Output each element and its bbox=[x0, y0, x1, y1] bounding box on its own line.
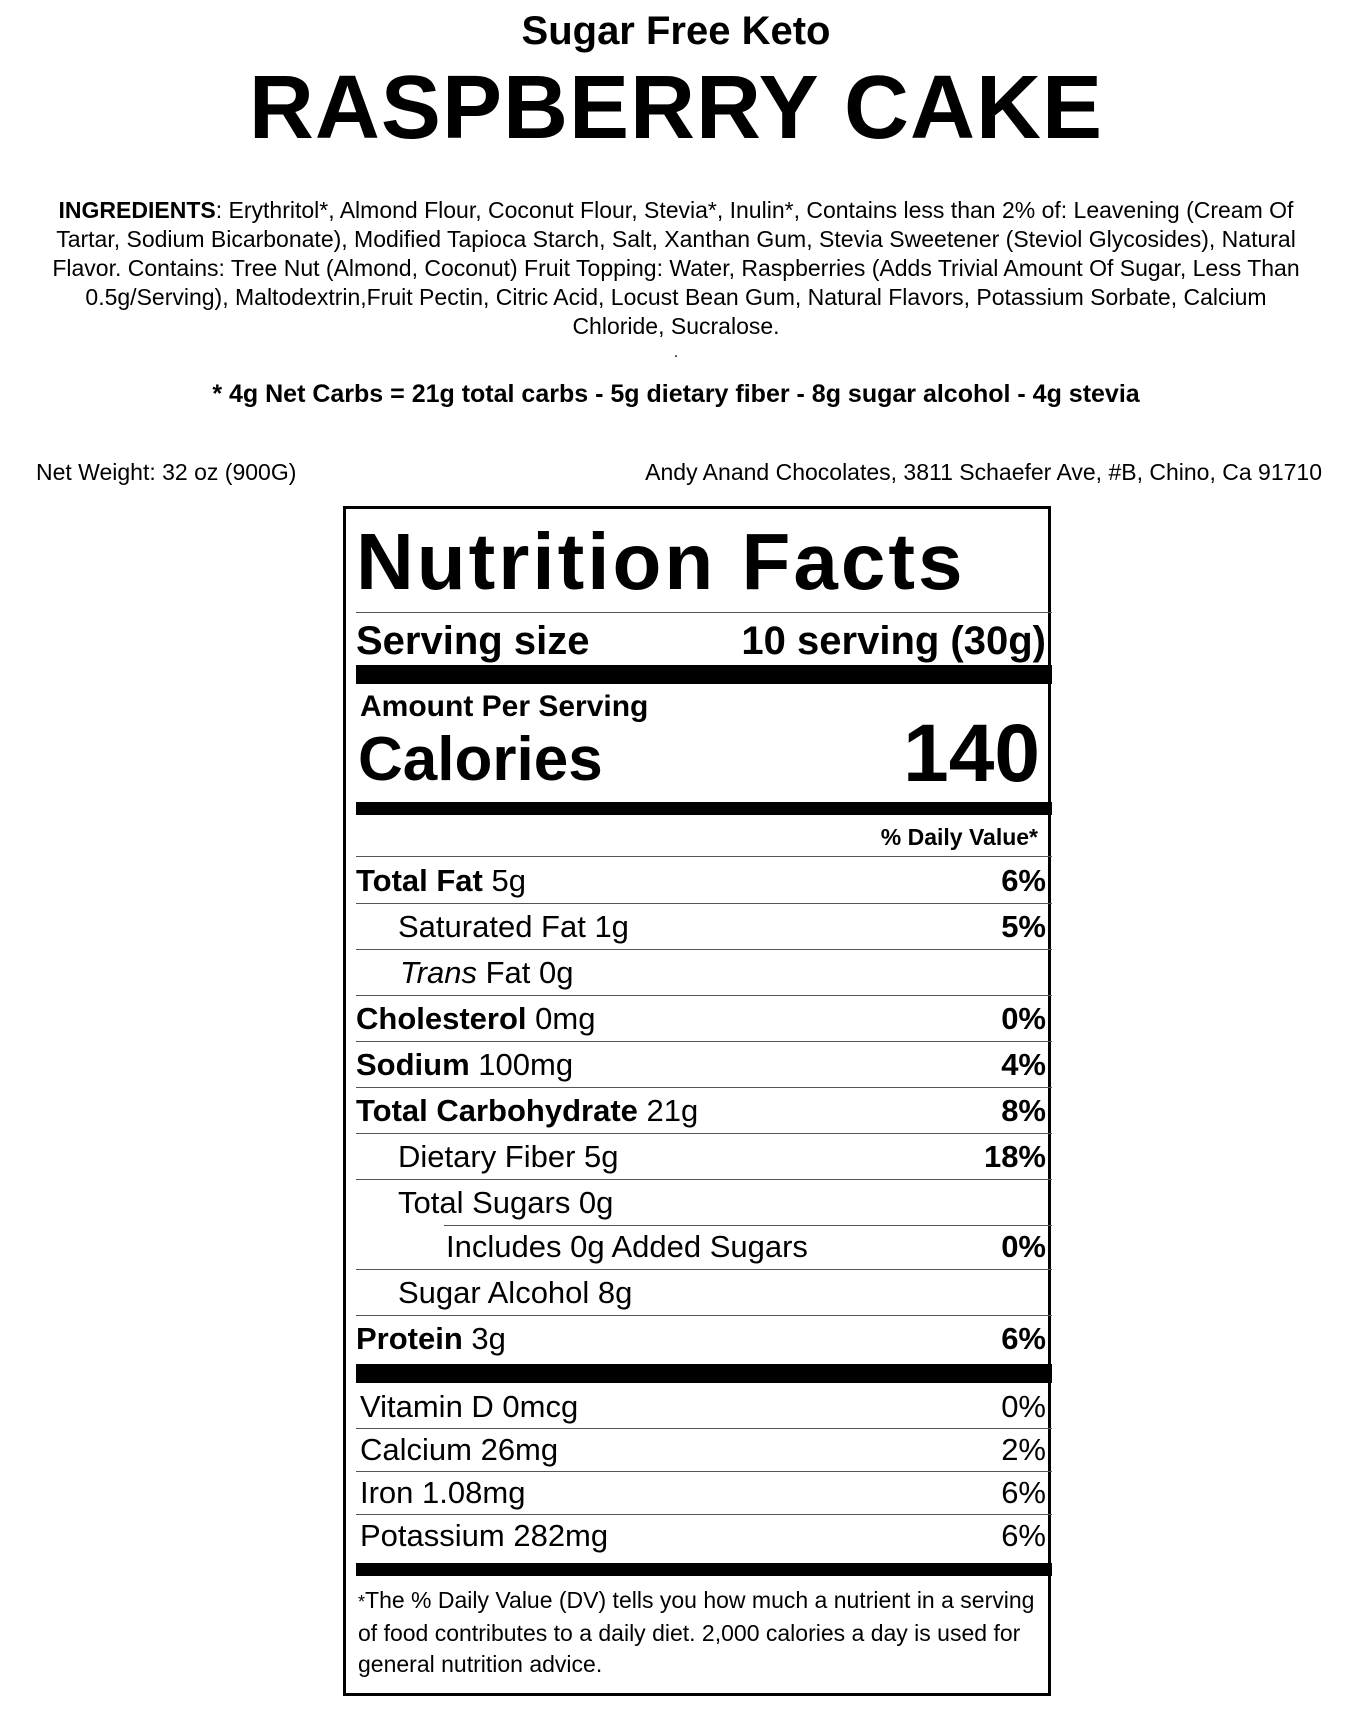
row-sugar-alcohol bbox=[356, 1271, 1046, 1315]
footnote-asterisk: * bbox=[358, 1592, 366, 1612]
row-total-carbohydrate bbox=[356, 1089, 1046, 1133]
divider bbox=[356, 1041, 1052, 1042]
ingredients-text: : Erythritol*, Almond Flour, Coconut Flour, Stevia*, Inulin*, Contains less than 2% of: Leavening (Cream Of Tartar, Sodium Bicarbonate), Modified Tapioca Starch, Salt, Xanthan Gum, Stevia Sweetener (Steviol Glycosides), Natural Flavor. Contains: Tree Nut (Almond, Coconut) Fruit Topping: Water, Raspberries (Adds Trivial Amount Of Sugar, Less Than 0.5g/Serving), Maltodextrin,Fruit Pectin, Citric Acid, Locust Bean Gum, Natural Flavors, Potassium Sorbate, Calcium Chloride, Sucralose. bbox=[52, 197, 1300, 339]
total-carb-label: Total Carbohydrate bbox=[356, 1093, 638, 1128]
divider bbox=[356, 856, 1052, 857]
trans-label: Trans bbox=[400, 955, 477, 990]
nutrition-facts-title: Nutrition Facts bbox=[356, 517, 966, 606]
medium-divider bbox=[356, 1563, 1052, 1576]
row-calcium bbox=[356, 1428, 1046, 1472]
row-iron bbox=[356, 1471, 1046, 1515]
total-fat-label: Total Fat bbox=[356, 863, 483, 898]
row-protein bbox=[356, 1317, 1046, 1361]
serving-size-value: 10 serving (30g) bbox=[741, 618, 1046, 663]
trans-fat-label: Fat 0g bbox=[476, 955, 574, 990]
total-fat-dv: 6% bbox=[1001, 863, 1046, 898]
serving-size-label: Serving size bbox=[356, 618, 590, 663]
vitamin-d-dv: 0% bbox=[1001, 1389, 1046, 1424]
total-sugars-label: Total Sugars 0g bbox=[398, 1185, 614, 1220]
net-weight: Net Weight: 32 oz (900G) bbox=[36, 459, 297, 485]
protein-amount: 3g bbox=[462, 1321, 506, 1356]
potassium-label: Potassium 282mg bbox=[360, 1518, 609, 1553]
cholesterol-dv: 0% bbox=[1001, 1001, 1046, 1036]
calcium-label: Calcium 26mg bbox=[360, 1432, 559, 1467]
dietary-fiber-label: Dietary Fiber 5g bbox=[398, 1139, 619, 1174]
calcium-dv: 2% bbox=[1001, 1432, 1046, 1467]
divider bbox=[356, 1179, 1052, 1180]
cholesterol-amount: 0mg bbox=[526, 1001, 596, 1036]
total-carb-dv: 8% bbox=[1001, 1093, 1046, 1128]
net-carbs-note: * 4g Net Carbs = 21g total carbs - 5g dietary fiber - 8g sugar alcohol - 4g stevia bbox=[212, 380, 1140, 408]
row-vitamin-d bbox=[356, 1385, 1046, 1429]
sodium-label: Sodium bbox=[356, 1047, 470, 1082]
row-cholesterol bbox=[356, 997, 1046, 1041]
row-total-fat bbox=[356, 859, 1046, 903]
divider bbox=[356, 1133, 1052, 1134]
thick-divider bbox=[356, 1364, 1052, 1383]
added-sugars-dv: 0% bbox=[1001, 1229, 1046, 1264]
divider bbox=[356, 612, 1052, 613]
row-added-sugars bbox=[356, 1225, 1046, 1269]
row-saturated-fat bbox=[356, 905, 1046, 949]
daily-value-footnote bbox=[358, 1585, 1038, 1680]
product-title: RASPBERRY CAKE bbox=[248, 58, 1104, 158]
saturated-fat-label: Saturated Fat 1g bbox=[398, 909, 629, 944]
divider bbox=[356, 1087, 1052, 1088]
nutrition-facts-panel bbox=[343, 506, 1051, 1696]
sugar-alcohol-label: Sugar Alcohol 8g bbox=[398, 1275, 633, 1310]
calories-value: 140 bbox=[903, 708, 1040, 799]
divider bbox=[356, 995, 1052, 996]
product-subtitle: Sugar Free Keto bbox=[521, 9, 831, 53]
calories-label: Calories bbox=[358, 725, 603, 794]
sodium-dv: 4% bbox=[1001, 1047, 1046, 1082]
saturated-fat-dv: 5% bbox=[1001, 909, 1046, 944]
amount-per-serving: Amount Per Serving bbox=[360, 690, 649, 723]
medium-divider bbox=[356, 802, 1052, 815]
manufacturer-address: Andy Anand Chocolates, 3811 Schaefer Ave, #B, Chino, Ca 91710 bbox=[645, 459, 1322, 485]
daily-value-header: % Daily Value* bbox=[880, 824, 1038, 850]
dietary-fiber-dv: 18% bbox=[983, 1139, 1046, 1174]
sodium-amount: 100mg bbox=[469, 1047, 574, 1082]
added-sugars-label: Includes 0g Added Sugars bbox=[446, 1229, 808, 1264]
vitamin-d-label: Vitamin D 0mcg bbox=[360, 1389, 579, 1424]
separator-dot: . bbox=[673, 344, 679, 361]
serving-size-row bbox=[356, 619, 1046, 663]
footnote-text: The % Daily Value (DV) tells you how much a nutrient in a serving of food contributes to a daily diet. 2,000 calories a day is used for general nutrition advice. bbox=[358, 1587, 1035, 1677]
thick-divider bbox=[356, 665, 1052, 684]
total-carb-amount: 21g bbox=[637, 1093, 699, 1128]
divider bbox=[356, 949, 1052, 950]
row-trans-fat bbox=[356, 951, 1046, 995]
cholesterol-label: Cholesterol bbox=[356, 1001, 527, 1036]
protein-dv: 6% bbox=[1001, 1321, 1046, 1356]
protein-label: Protein bbox=[356, 1321, 463, 1356]
row-potassium bbox=[356, 1514, 1046, 1558]
iron-dv: 6% bbox=[1001, 1475, 1046, 1510]
row-dietary-fiber bbox=[356, 1135, 1046, 1179]
divider bbox=[356, 903, 1052, 904]
row-sodium bbox=[356, 1043, 1046, 1087]
potassium-dv: 6% bbox=[1001, 1518, 1046, 1553]
ingredients-label: INGREDIENTS bbox=[58, 197, 216, 223]
iron-label: Iron 1.08mg bbox=[360, 1475, 526, 1510]
ingredients-paragraph bbox=[40, 196, 1312, 341]
divider bbox=[356, 1315, 1052, 1316]
row-total-sugars bbox=[356, 1181, 1046, 1225]
divider bbox=[356, 1269, 1052, 1270]
total-fat-amount: 5g bbox=[482, 863, 526, 898]
